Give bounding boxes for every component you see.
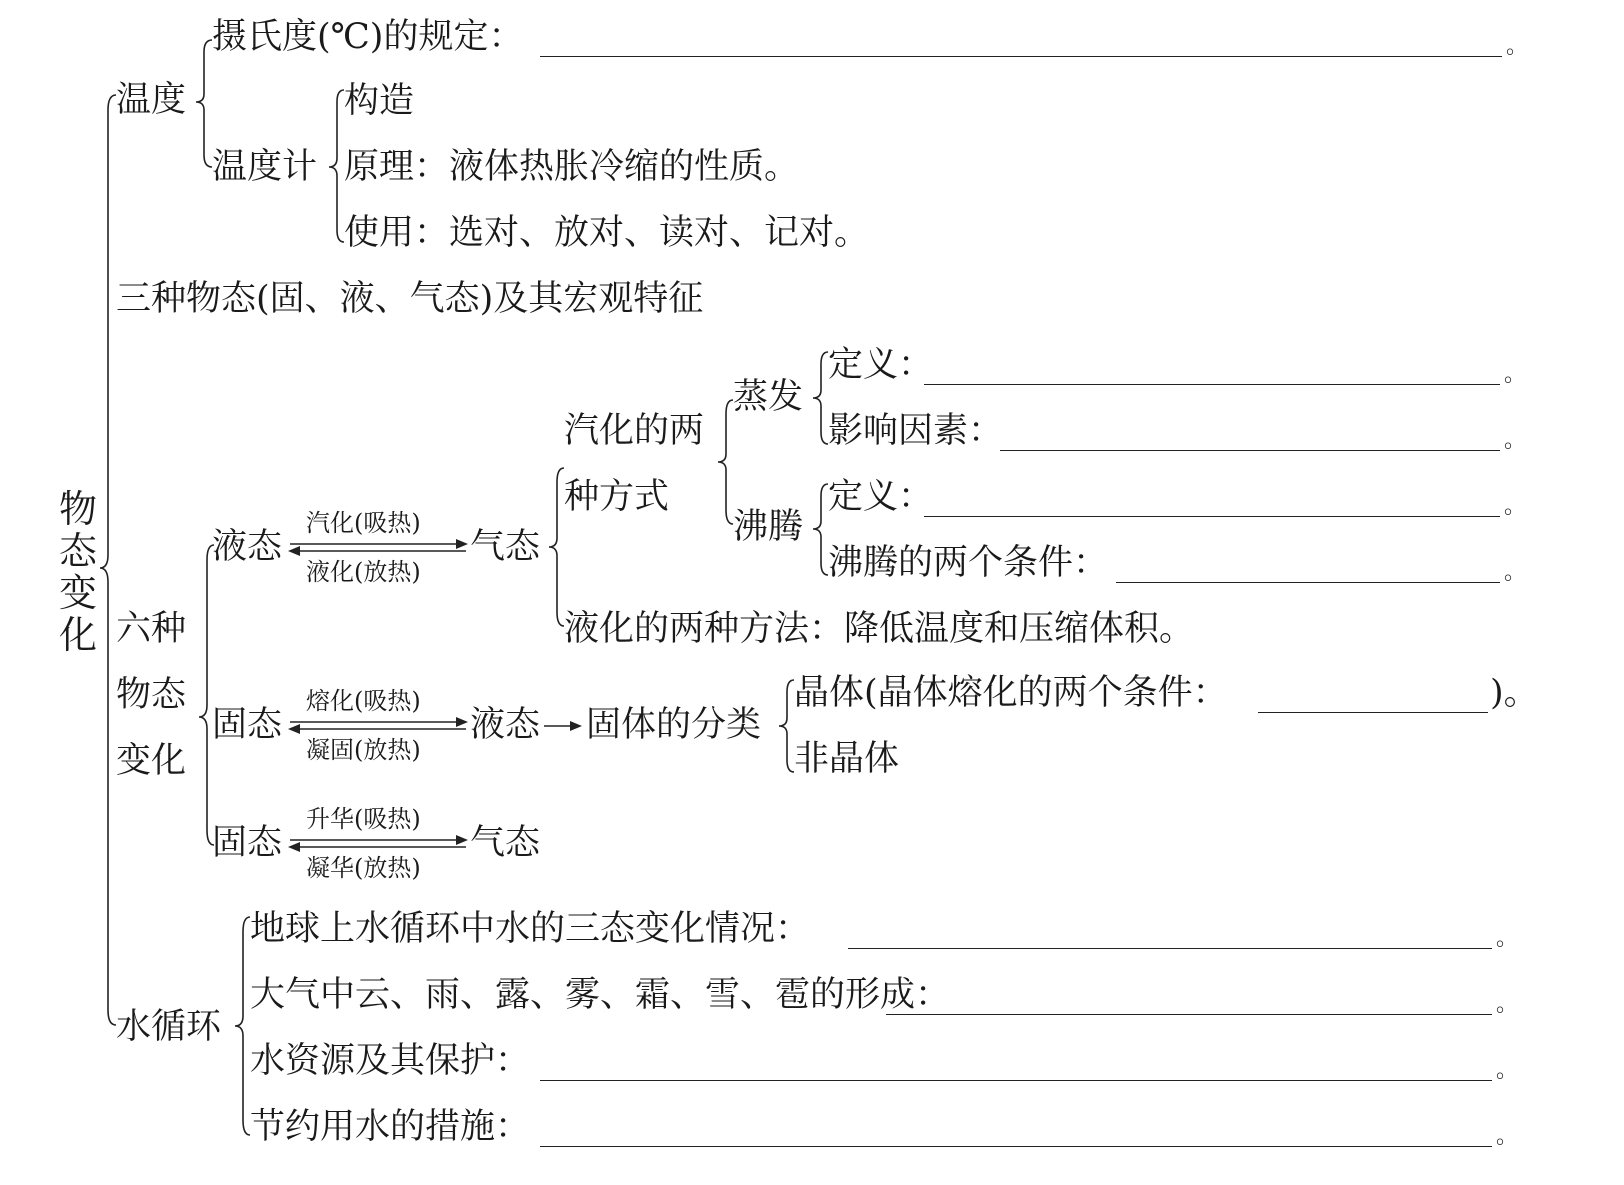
gas-state-label: 气态	[470, 527, 541, 567]
three-states-text: 三种物态(固、液、气态)及其宏观特征	[116, 279, 704, 319]
boiling-label: 沸腾	[733, 507, 804, 547]
solid-classification-label: 固体的分类	[586, 705, 762, 745]
water-cycle-item-blank[interactable]	[848, 948, 1492, 949]
period-mark: 。	[1496, 1124, 1519, 1149]
thermometer-brace	[329, 90, 344, 242]
classification-arrow-head	[570, 721, 582, 731]
boiling-brace	[813, 484, 828, 575]
evaporation-brace	[813, 352, 828, 444]
thermometer-usage: 使用：选对、放对、读对、记对。	[344, 213, 870, 253]
deposition-arrow-label: 凝华(放热)	[306, 854, 421, 882]
arrow-backward-head	[288, 724, 300, 734]
water-cycle-item-blank[interactable]	[540, 1146, 1492, 1147]
period-mark: 。	[1504, 428, 1527, 453]
vaporization-brace	[718, 400, 733, 524]
crystal-conditions-blank[interactable]	[1258, 712, 1488, 713]
celsius-rule-label: 摄氏度(℃)的规定：	[212, 17, 524, 57]
period-mark: 。	[1504, 362, 1527, 387]
thermometer-structure: 构造	[344, 81, 415, 121]
vaporization-ways-line1: 汽化的两	[564, 411, 705, 451]
six-changes-label-line2: 物态	[116, 675, 187, 715]
boiling-conditions-label: 沸腾的两个条件：	[828, 543, 1109, 583]
period-mark: 。	[1504, 560, 1527, 585]
crystal-label: 晶体(晶体熔化的两个条件：	[794, 673, 1228, 713]
evaporation-label: 蒸发	[733, 377, 804, 417]
solid-state-label: 固态	[212, 705, 283, 745]
six-changes-brace	[199, 545, 214, 845]
arrow-backward-head	[288, 546, 300, 556]
temperature-brace	[196, 40, 212, 167]
solidification-arrow-label: 凝固(放热)	[306, 736, 421, 764]
liquefaction-arrow-label: 液化(放热)	[306, 558, 421, 586]
evaporation-factors-blank[interactable]	[1000, 450, 1500, 451]
solid-state-label: 固态	[212, 823, 283, 863]
liquid-state-label: 液态	[212, 527, 283, 567]
vaporization-arrow-label: 汽化(吸热)	[306, 509, 421, 537]
gas-brace	[549, 468, 564, 626]
water-cycle-item-blank[interactable]	[886, 1014, 1492, 1015]
liquid-state-label: 液态	[470, 705, 541, 745]
water-cycle-item: 节约用水的措施：	[250, 1107, 531, 1147]
evaporation-factors-label: 影响因素：	[828, 411, 1004, 451]
vaporization-ways-line2: 种方式	[564, 477, 670, 517]
arrow-forward-head	[456, 835, 468, 845]
root-label: 物态变化	[58, 487, 97, 657]
thermometer-principle: 原理：液体热胀冷缩的性质。	[344, 147, 800, 187]
period-mark: 。	[1496, 926, 1519, 951]
period-mark: 。	[1504, 494, 1527, 519]
water-cycle-item: 大气中云、雨、露、雾、霜、雪、雹的形成：	[250, 975, 951, 1015]
amorphous-label: 非晶体	[794, 739, 900, 779]
sublimation-arrow-label: 升华(吸热)	[306, 805, 421, 833]
arrow-forward-head	[456, 539, 468, 549]
boiling-definition-label: 定义：	[828, 477, 934, 517]
celsius-rule-blank[interactable]	[540, 56, 1502, 57]
boiling-definition-blank[interactable]	[924, 516, 1500, 517]
liquefaction-methods-text: 液化的两种方法：降低温度和压缩体积。	[564, 609, 1195, 649]
water-cycle-item: 地球上水循环中水的三态变化情况：	[250, 909, 811, 949]
water-cycle-item-blank[interactable]	[540, 1080, 1492, 1081]
water-cycle-label: 水循环	[116, 1007, 222, 1047]
thermometer-label: 温度计	[212, 147, 318, 187]
period-mark: 。	[1496, 992, 1519, 1017]
evaporation-definition-label: 定义：	[828, 345, 934, 385]
arrow-forward-head	[456, 717, 468, 727]
boiling-conditions-blank[interactable]	[1116, 582, 1500, 583]
temperature-label: 温度	[116, 80, 187, 120]
solid-class-brace	[779, 680, 794, 772]
period-mark: 。	[1506, 34, 1529, 59]
crystal-suffix: )。	[1490, 673, 1539, 713]
six-changes-label-line1: 六种	[116, 609, 187, 649]
gas-state-label: 气态	[470, 823, 541, 863]
water-cycle-brace	[235, 917, 250, 1135]
period-mark: 。	[1496, 1058, 1519, 1083]
water-cycle-item: 水资源及其保护：	[250, 1041, 531, 1081]
six-changes-label-line3: 变化	[116, 741, 187, 781]
evaporation-definition-blank[interactable]	[924, 384, 1500, 385]
melting-arrow-label: 熔化(吸热)	[306, 687, 421, 715]
arrow-backward-head	[288, 842, 300, 852]
root-brace	[100, 95, 116, 1025]
